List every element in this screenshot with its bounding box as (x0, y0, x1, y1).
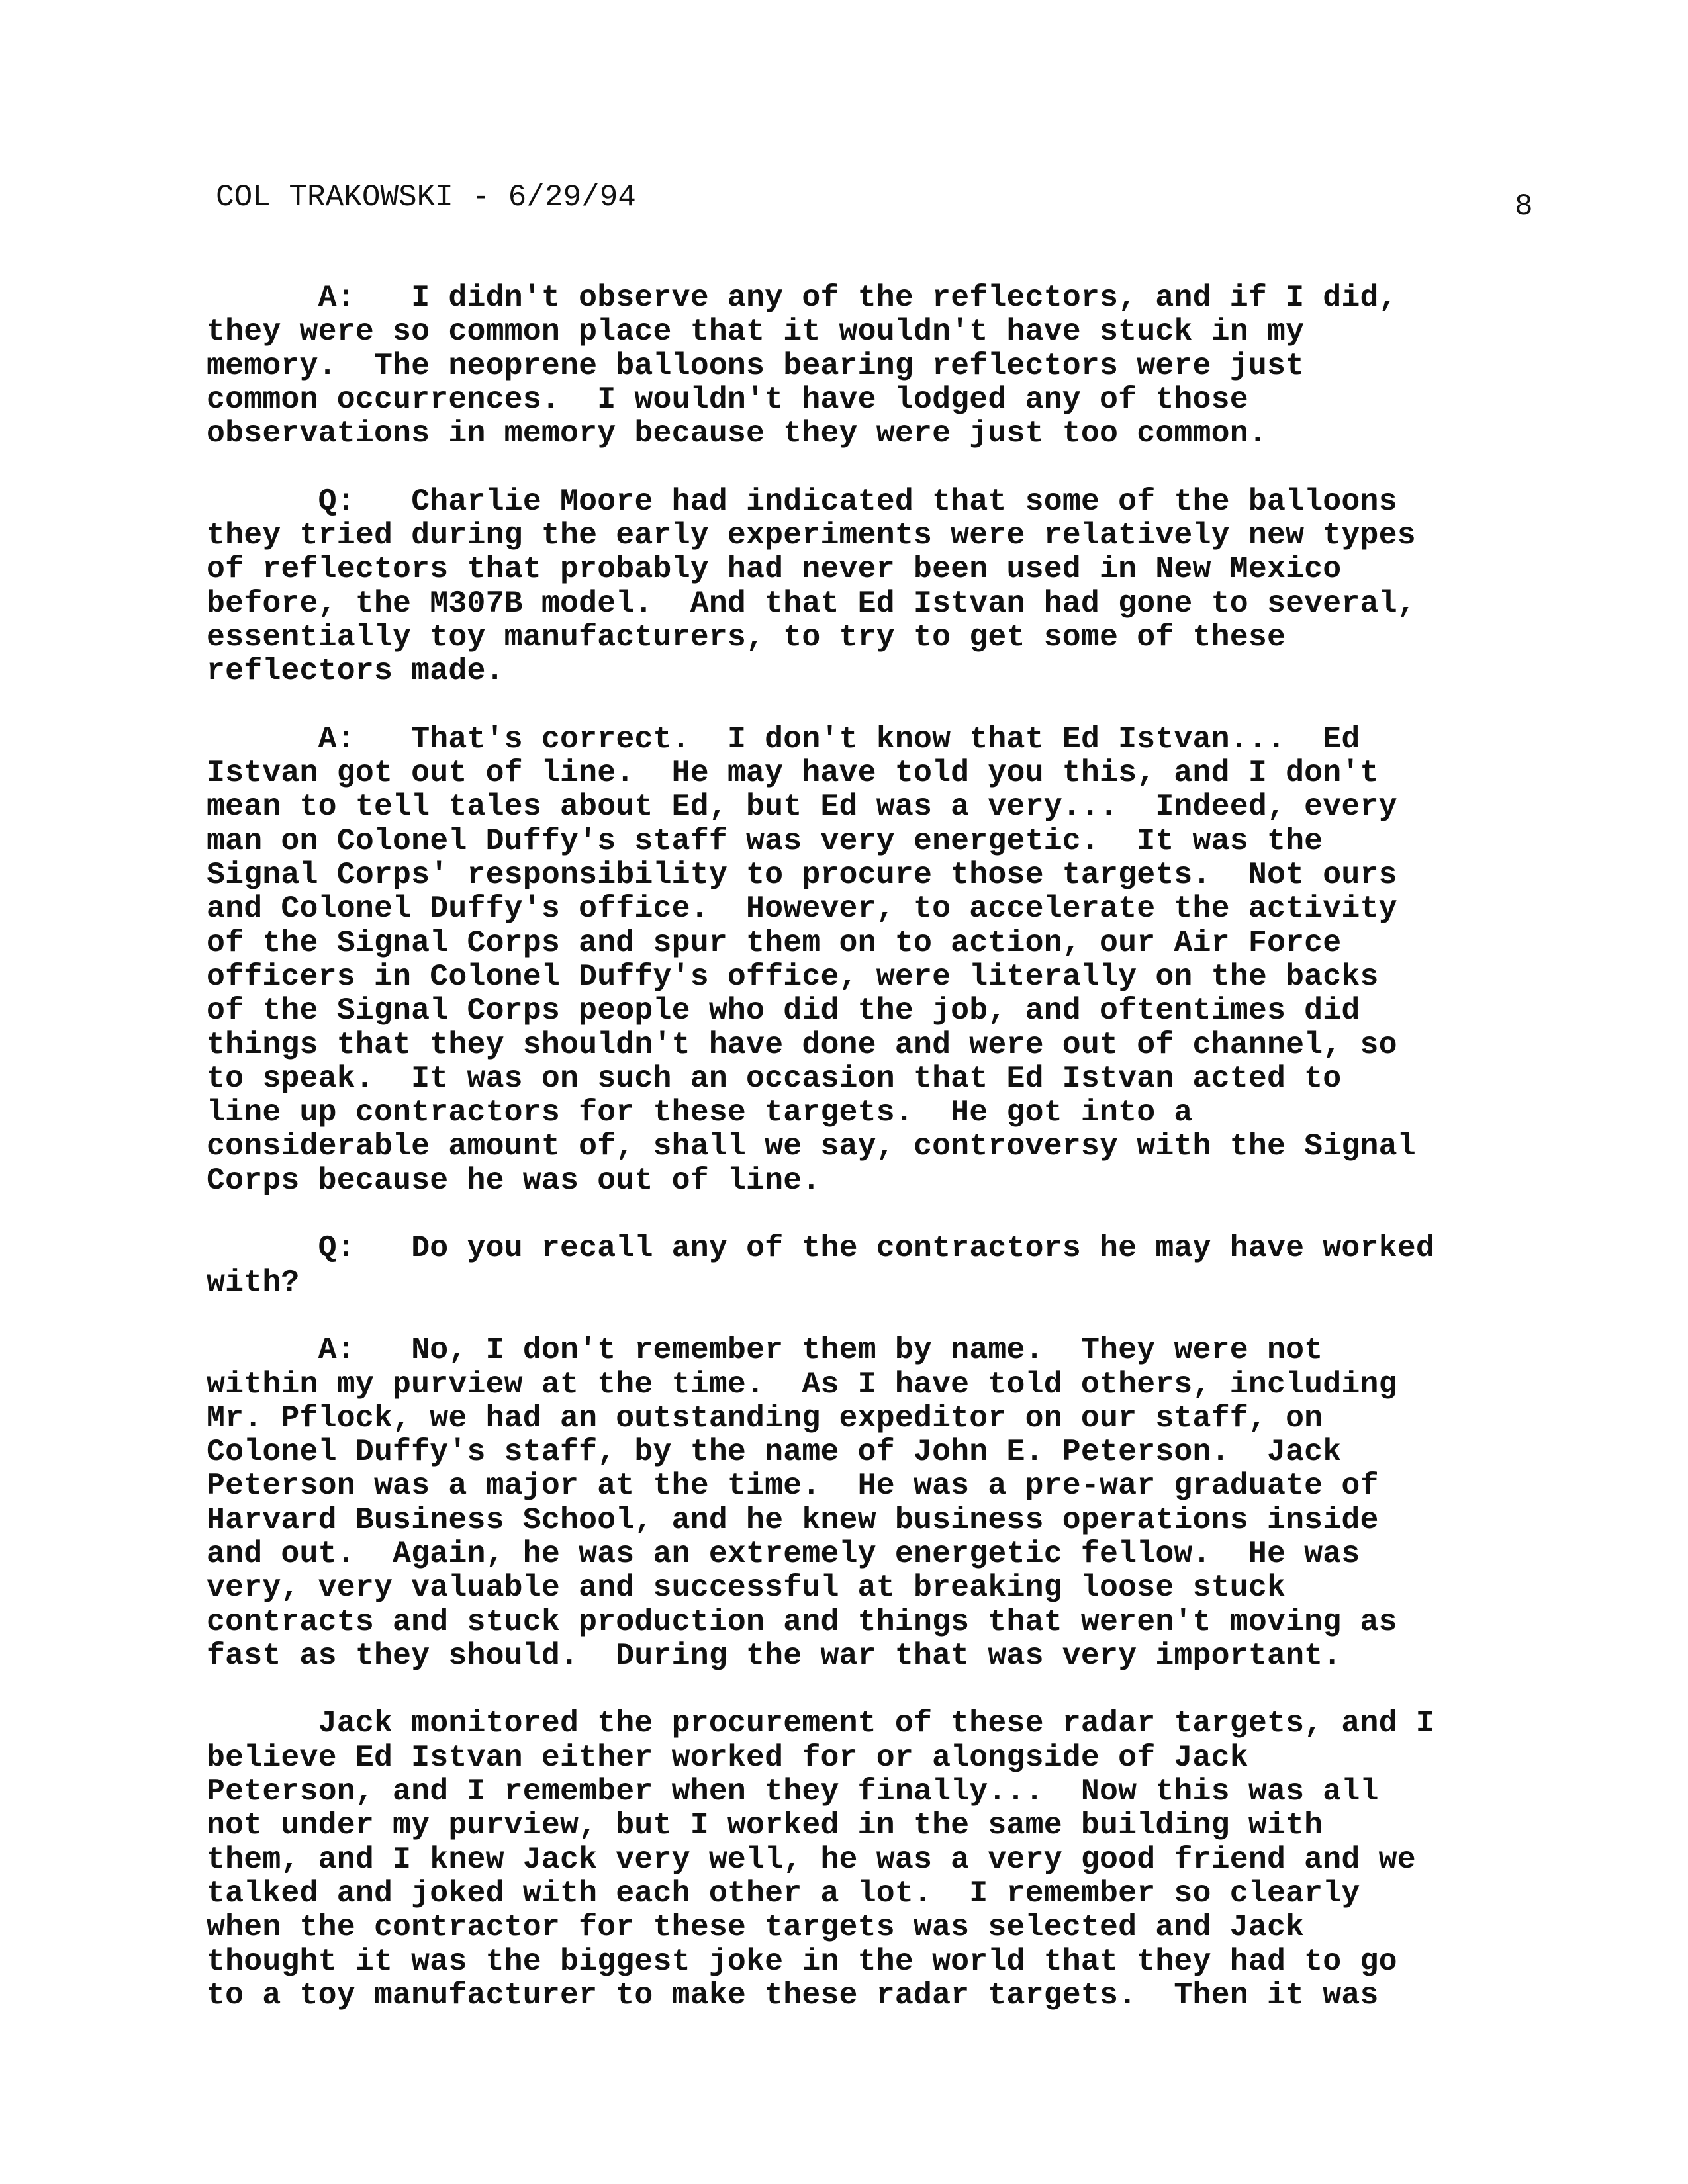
paragraph-text: No, I don't remember them by name. They were not within my purview at the time. As I have told others, including Mr. Pflock, we had an outstanding expeditor on our staff, on Colonel Duffy's staff, by the name of John E. Peterson. Jack Peterson was a major at the time. He was a pre-war graduate of Harvard Business School, and he knew business operations inside and out. Again, he was an extremely energetic fellow. He was very, very valuable and successful at breaking loose stuck contracts and stuck production and things that weren't moving as fast as they should. During the war that was very important. (207, 1332, 1397, 1673)
paragraph-text: Jack monitored the procurement of these radar targets, and I believe Ed Istvan either worked for or alongside of Jack Peterson, and I remember when they finally... Now this was all not under my purview, but I worked in the same building with them, and I knew Jack very well, he was a very good friend and we talked and joked with each other a lot. I remember so clearly when the contractor for these targets was selected and Jack thought it was the biggest joke in the world that they had to go to a toy manufacturer to make these radar targets. Then it was (207, 1706, 1434, 2013)
speaker-label: A: (318, 280, 355, 315)
speaker-label: A: (318, 1332, 355, 1368)
speaker-label: A: (318, 721, 355, 756)
transcript-paragraph (207, 281, 1564, 450)
speaker-label: Q: (318, 483, 355, 519)
transcript-paragraph (207, 484, 1564, 688)
page-number: 8 (1515, 189, 1533, 224)
transcript-paragraph (207, 1231, 1564, 1299)
speaker-label: Q: (318, 1230, 355, 1266)
transcript-paragraph (207, 1333, 1564, 1672)
transcript-paragraph (207, 1706, 1564, 2012)
header-title: COL TRAKOWSKI - 6/29/94 (216, 180, 636, 214)
paragraph-text: That's correct. I don't know that Ed Istvan... Ed Istvan got out of line. He may have told you this, and I don't mean to tell tales about Ed, but Ed was a very... Indeed, every man on Colonel Duffy's staff was very energetic. It was the Signal Corps' responsibility to procure those targets. Not ours and Colonel Duffy's office. However, to accelerate the activity of the Signal Corps and spur them on to action, our Air Force officers in Colonel Duffy's office, were literally on the backs of the Signal Corps people who did the job, and oftentimes did things that they shouldn't have done and were out of channel, so to speak. It was on such an occasion that Ed Istvan acted to line up contractors for these targets. He got into a considerable amount of, shall we say, controversy with the Signal Corps because he was out of line. (207, 721, 1416, 1198)
paragraph-text: I didn't observe any of the reflectors, and if I did, they were so common place that it wouldn't have stuck in my memory. The neoprene balloons bearing reflectors were just common occurrences. I wouldn't have lodged any of those observations in memory because they were just too common. (207, 280, 1397, 451)
transcript-body (207, 281, 1564, 2046)
paragraph-text: Do you recall any of the contractors he may have worked with? (207, 1230, 1434, 1300)
transcript-paragraph (207, 722, 1564, 1197)
paragraph-text: Charlie Moore had indicated that some of the balloons they tried during the early experiments were relatively new types of reflectors that probably had never been used in New Mexico before, the M307B model. And that Ed Istvan had gone to several, essentially toy manufacturers, to try to get some of these reflectors made. (207, 483, 1416, 689)
